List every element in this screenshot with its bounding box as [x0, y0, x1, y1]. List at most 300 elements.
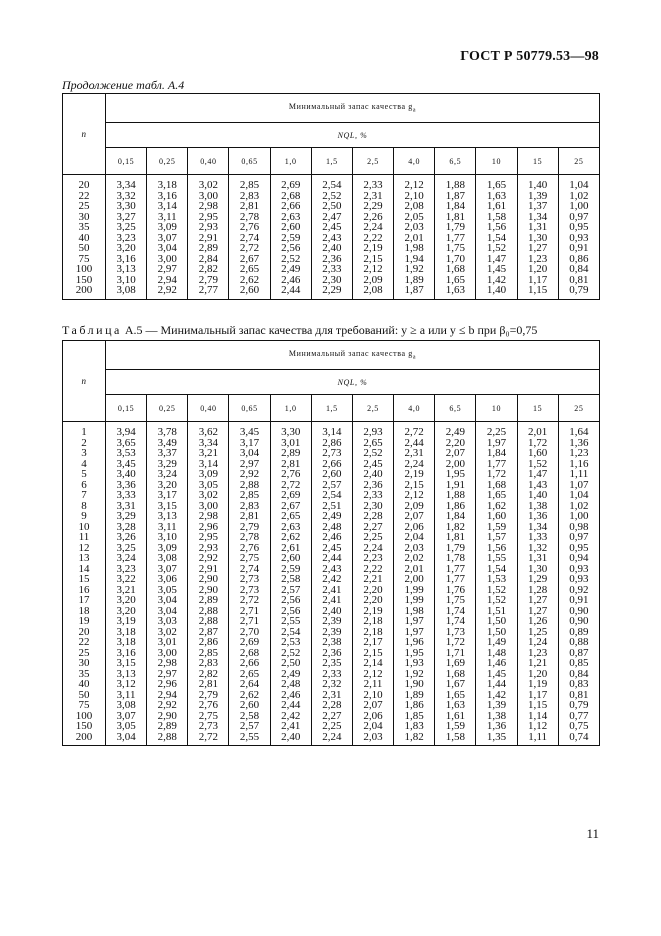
value-cell: 1,70	[435, 254, 476, 265]
value-cell: 1,26	[517, 616, 558, 627]
value-cell: 2,57	[229, 721, 270, 732]
value-cell: 1,61	[476, 201, 517, 212]
sample-size-cell: 20	[63, 627, 106, 638]
value-cell: 2,60	[270, 222, 311, 233]
value-cell: 2,45	[311, 543, 352, 554]
value-cell: 2,44	[270, 700, 311, 711]
value-cell: 3,17	[147, 490, 188, 501]
nql-columns-row	[63, 395, 600, 422]
sample-size-cell: 9	[63, 511, 106, 522]
value-cell: 1,83	[394, 721, 435, 732]
value-cell: 3,13	[106, 264, 147, 275]
sample-size-cell: 16	[63, 585, 106, 596]
value-cell: 1,87	[394, 285, 435, 299]
value-cell: 1,40	[517, 490, 558, 501]
value-cell: 0,98	[558, 522, 599, 533]
value-cell: 2,12	[352, 669, 393, 680]
nql-column-header: 1,0	[270, 395, 311, 422]
value-cell: 1,57	[476, 532, 517, 543]
value-cell: 2,60	[229, 700, 270, 711]
value-cell: 2,49	[270, 264, 311, 275]
value-cell: 2,32	[311, 679, 352, 690]
value-cell: 2,19	[352, 243, 393, 254]
sample-size-cell: 7	[63, 490, 106, 501]
value-cell: 2,19	[394, 469, 435, 480]
value-cell: 2,40	[270, 732, 311, 746]
value-cell: 2,10	[352, 690, 393, 701]
value-cell: 2,24	[394, 459, 435, 470]
value-cell: 3,13	[147, 511, 188, 522]
value-cell: 0,90	[558, 606, 599, 617]
table-row	[63, 264, 600, 275]
value-cell: 1,39	[517, 191, 558, 202]
value-cell: 3,20	[106, 243, 147, 254]
value-cell: 2,35	[311, 658, 352, 669]
sample-size-cell: 1	[63, 422, 106, 438]
value-cell: 1,63	[435, 285, 476, 299]
value-cell: 0,79	[558, 700, 599, 711]
value-cell: 1,02	[558, 501, 599, 512]
value-cell: 2,09	[394, 501, 435, 512]
value-cell: 2,78	[229, 532, 270, 543]
value-cell: 1,20	[517, 669, 558, 680]
value-cell: 1,86	[435, 501, 476, 512]
sample-size-cell: 200	[63, 285, 106, 299]
value-cell: 0,95	[558, 543, 599, 554]
value-cell: 2,55	[229, 732, 270, 746]
nql-column-header: 6,5	[435, 148, 476, 175]
value-cell: 1,65	[435, 275, 476, 286]
value-cell: 3,13	[106, 669, 147, 680]
value-cell: 2,81	[188, 679, 229, 690]
value-cell: 2,52	[311, 191, 352, 202]
sample-size-cell: 20	[63, 175, 106, 191]
value-cell: 1,11	[558, 469, 599, 480]
value-cell: 1,27	[517, 243, 558, 254]
value-cell: 2,75	[188, 711, 229, 722]
value-cell: 1,34	[517, 212, 558, 223]
sample-size-cell: 75	[63, 254, 106, 265]
value-cell: 1,98	[394, 606, 435, 617]
value-cell: 2,91	[188, 564, 229, 575]
value-cell: 2,04	[394, 532, 435, 543]
value-cell: 3,21	[188, 448, 229, 459]
value-cell: 1,92	[394, 264, 435, 275]
value-cell: 3,09	[188, 469, 229, 480]
value-cell: 1,21	[517, 658, 558, 669]
value-cell: 2,12	[394, 175, 435, 191]
value-cell: 1,38	[476, 711, 517, 722]
sample-size-cell: 150	[63, 721, 106, 732]
value-cell: 2,01	[517, 422, 558, 438]
value-cell: 2,71	[229, 616, 270, 627]
value-cell: 3,01	[270, 438, 311, 449]
value-cell: 2,89	[270, 448, 311, 459]
value-cell: 2,39	[311, 627, 352, 638]
value-cell: 2,83	[229, 501, 270, 512]
value-cell: 1,61	[435, 711, 476, 722]
value-cell: 0,93	[558, 574, 599, 585]
value-cell: 1,81	[435, 532, 476, 543]
value-cell: 2,27	[352, 522, 393, 533]
value-cell: 2,18	[352, 616, 393, 627]
n-header: n	[63, 341, 106, 422]
value-cell: 2,33	[352, 175, 393, 191]
value-cell: 1,07	[558, 480, 599, 491]
value-cell: 2,19	[352, 606, 393, 617]
sample-size-cell: 15	[63, 574, 106, 585]
nql-column-header: 10	[476, 395, 517, 422]
value-cell: 2,20	[435, 438, 476, 449]
value-cell: 1,73	[435, 627, 476, 638]
value-cell: 1,27	[517, 595, 558, 606]
value-cell: 2,78	[229, 212, 270, 223]
value-cell: 3,31	[106, 501, 147, 512]
value-cell: 2,97	[147, 264, 188, 275]
value-cell: 1,43	[517, 480, 558, 491]
sample-size-cell: 100	[63, 264, 106, 275]
value-cell: 3,18	[147, 175, 188, 191]
nql-column-header: 0,15	[106, 395, 147, 422]
value-cell: 1,65	[476, 490, 517, 501]
table2-caption	[62, 323, 537, 338]
sample-size-cell: 22	[63, 191, 106, 202]
value-cell: 1,55	[476, 553, 517, 564]
value-cell: 2,24	[352, 222, 393, 233]
value-cell: 0,84	[558, 264, 599, 275]
value-cell: 2,66	[229, 658, 270, 669]
value-cell: 2,33	[352, 490, 393, 501]
value-cell: 3,62	[188, 422, 229, 438]
value-cell: 1,17	[517, 275, 558, 286]
value-cell: 2,96	[188, 522, 229, 533]
nql-column-header: 0,65	[229, 395, 270, 422]
value-cell: 2,85	[229, 490, 270, 501]
value-cell: 1,45	[476, 264, 517, 275]
value-cell: 2,64	[229, 679, 270, 690]
value-cell: 0,87	[558, 648, 599, 659]
value-cell: 1,63	[435, 700, 476, 711]
value-cell: 1,36	[558, 438, 599, 449]
value-cell: 2,01	[394, 564, 435, 575]
value-cell: 3,02	[188, 490, 229, 501]
value-cell: 0,86	[558, 254, 599, 265]
value-cell: 2,44	[270, 285, 311, 299]
value-cell: 2,42	[311, 574, 352, 585]
value-cell: 3,11	[147, 212, 188, 223]
value-cell: 2,18	[352, 627, 393, 638]
value-cell: 1,90	[394, 679, 435, 690]
value-cell: 2,76	[188, 700, 229, 711]
value-cell: 3,04	[147, 606, 188, 617]
table-row	[63, 222, 600, 233]
value-cell: 3,20	[147, 480, 188, 491]
value-cell: 2,68	[229, 648, 270, 659]
value-cell: 1,54	[476, 233, 517, 244]
table-row	[63, 595, 600, 606]
value-cell: 2,31	[394, 448, 435, 459]
value-cell: 2,63	[270, 522, 311, 533]
value-cell: 2,98	[188, 201, 229, 212]
value-cell: 2,79	[229, 522, 270, 533]
value-cell: 2,30	[311, 275, 352, 286]
value-cell: 1,53	[476, 574, 517, 585]
nql-column-header: 1,5	[311, 395, 352, 422]
value-cell: 2,79	[188, 690, 229, 701]
value-cell: 2,40	[352, 469, 393, 480]
value-cell: 3,14	[147, 201, 188, 212]
value-cell: 2,75	[229, 553, 270, 564]
value-cell: 2,03	[394, 543, 435, 554]
value-cell: 3,04	[147, 243, 188, 254]
value-cell: 3,29	[147, 459, 188, 470]
value-cell: 2,25	[352, 532, 393, 543]
value-cell: 1,19	[517, 679, 558, 690]
value-cell: 3,49	[147, 438, 188, 449]
value-cell: 3,25	[106, 222, 147, 233]
value-cell: 2,74	[229, 564, 270, 575]
value-cell: 2,49	[435, 422, 476, 438]
value-cell: 2,07	[435, 448, 476, 459]
sample-size-cell: 22	[63, 637, 106, 648]
sample-size-cell: 8	[63, 501, 106, 512]
group-header: Минимальный запас качества $g_a$	[106, 341, 600, 370]
value-cell: 1,79	[435, 222, 476, 233]
value-cell: 2,94	[147, 275, 188, 286]
value-cell: 3,24	[147, 469, 188, 480]
value-cell: 1,69	[435, 658, 476, 669]
value-cell: 2,98	[188, 511, 229, 522]
value-cell: 1,86	[394, 700, 435, 711]
value-cell: 1,62	[476, 501, 517, 512]
value-cell: 2,72	[188, 732, 229, 746]
value-cell: 0,97	[558, 212, 599, 223]
value-cell: 2,44	[394, 438, 435, 449]
value-cell: 0,91	[558, 243, 599, 254]
value-cell: 1,84	[435, 201, 476, 212]
value-cell: 2,03	[394, 222, 435, 233]
value-cell: 2,53	[270, 637, 311, 648]
value-cell: 0,88	[558, 637, 599, 648]
value-cell: 1,40	[517, 175, 558, 191]
value-cell: 3,04	[229, 448, 270, 459]
value-cell: 1,92	[394, 669, 435, 680]
value-cell: 2,02	[394, 553, 435, 564]
value-cell: 1,87	[435, 191, 476, 202]
value-cell: 2,00	[394, 574, 435, 585]
value-cell: 3,34	[106, 175, 147, 191]
value-cell: 2,67	[229, 254, 270, 265]
value-cell: 1,14	[517, 711, 558, 722]
value-cell: 0,85	[558, 658, 599, 669]
value-cell: 2,21	[352, 574, 393, 585]
value-cell: 2,24	[311, 732, 352, 746]
value-cell: 2,28	[352, 511, 393, 522]
value-cell: 2,54	[311, 175, 352, 191]
table-body	[63, 175, 600, 300]
value-cell: 1,46	[476, 658, 517, 669]
value-cell: 2,38	[311, 637, 352, 648]
value-cell: 1,85	[394, 711, 435, 722]
value-cell: 2,29	[352, 201, 393, 212]
value-cell: 3,07	[147, 564, 188, 575]
value-cell: 2,12	[394, 490, 435, 501]
value-cell: 2,97	[147, 669, 188, 680]
value-cell: 0,75	[558, 721, 599, 732]
value-cell: 3,24	[106, 553, 147, 564]
document-id: ГОСТ Р 50779.53—98	[460, 49, 599, 64]
value-cell: 1,37	[517, 201, 558, 212]
value-cell: 1,72	[435, 637, 476, 648]
value-cell: 0,79	[558, 285, 599, 299]
nql-column-header: 25	[558, 148, 599, 175]
value-cell: 2,62	[229, 690, 270, 701]
value-cell: 1,33	[517, 532, 558, 543]
value-cell: 2,20	[352, 595, 393, 606]
value-cell: 1,27	[517, 606, 558, 617]
table-row	[63, 679, 600, 690]
sample-size-cell: 10	[63, 522, 106, 533]
value-cell: 2,81	[229, 201, 270, 212]
table2-caption-text: А.5 — Минимальный запас качества для требований: y ≥ a или y ≤ b при β₀=0,75	[124, 323, 538, 337]
value-cell: 1,95	[394, 648, 435, 659]
value-cell: 3,15	[106, 658, 147, 669]
table-row	[63, 243, 600, 254]
value-cell: 2,31	[352, 191, 393, 202]
value-cell: 1,35	[476, 732, 517, 746]
value-cell: 2,89	[147, 721, 188, 732]
value-cell: 2,66	[311, 459, 352, 470]
value-cell: 2,26	[352, 212, 393, 223]
value-cell: 2,89	[188, 595, 229, 606]
table-body	[63, 422, 600, 746]
sample-size-cell: 11	[63, 532, 106, 543]
value-cell: 2,69	[270, 490, 311, 501]
value-cell: 2,97	[229, 459, 270, 470]
value-cell: 1,82	[394, 732, 435, 746]
value-cell: 0,84	[558, 669, 599, 680]
value-cell: 0,81	[558, 690, 599, 701]
value-cell: 3,11	[106, 690, 147, 701]
value-cell: 2,36	[311, 254, 352, 265]
value-cell: 2,88	[229, 480, 270, 491]
value-cell: 2,39	[311, 616, 352, 627]
table-row	[63, 532, 600, 543]
value-cell: 2,92	[147, 285, 188, 299]
value-cell: 1,97	[394, 616, 435, 627]
value-cell: 1,68	[435, 264, 476, 275]
value-cell: 1,42	[476, 690, 517, 701]
value-cell: 1,15	[517, 700, 558, 711]
value-cell: 1,81	[435, 212, 476, 223]
value-cell: 1,79	[435, 543, 476, 554]
value-cell: 3,03	[147, 616, 188, 627]
value-cell: 3,10	[106, 275, 147, 286]
value-cell: 2,84	[188, 254, 229, 265]
table-row	[63, 721, 600, 732]
value-cell: 2,68	[270, 191, 311, 202]
value-cell: 1,34	[517, 522, 558, 533]
nql-column-header: 0,15	[106, 148, 147, 175]
value-cell: 1,23	[558, 448, 599, 459]
value-cell: 2,09	[352, 275, 393, 286]
value-cell: 1,56	[476, 543, 517, 554]
value-cell: 2,49	[270, 669, 311, 680]
value-cell: 3,09	[147, 543, 188, 554]
value-cell: 1,82	[435, 522, 476, 533]
value-cell: 3,65	[106, 438, 147, 449]
value-cell: 2,60	[311, 469, 352, 480]
value-cell: 2,90	[188, 585, 229, 596]
table-row	[63, 511, 600, 522]
nql-column-header: 0,40	[188, 395, 229, 422]
value-cell: 3,53	[106, 448, 147, 459]
value-cell: 2,60	[270, 553, 311, 564]
value-cell: 1,56	[476, 222, 517, 233]
sample-size-cell: 3	[63, 448, 106, 459]
value-cell: 1,84	[476, 448, 517, 459]
value-cell: 2,58	[270, 574, 311, 585]
value-cell: 0,97	[558, 532, 599, 543]
table-row	[63, 616, 600, 627]
nql-column-header: 1,5	[311, 148, 352, 175]
value-cell: 3,17	[229, 438, 270, 449]
value-cell: 1,23	[517, 254, 558, 265]
value-cell: 2,45	[352, 459, 393, 470]
value-cell: 1,65	[435, 690, 476, 701]
value-cell: 2,73	[229, 585, 270, 596]
value-cell: 1,89	[394, 690, 435, 701]
value-cell: 1,67	[435, 679, 476, 690]
value-cell: 3,02	[188, 175, 229, 191]
value-cell: 1,24	[517, 637, 558, 648]
value-cell: 2,61	[270, 543, 311, 554]
value-cell: 3,00	[147, 254, 188, 265]
value-cell: 2,92	[188, 553, 229, 564]
value-cell: 1,58	[435, 732, 476, 746]
value-cell: 2,43	[311, 233, 352, 244]
value-cell: 2,69	[270, 175, 311, 191]
value-cell: 3,05	[106, 721, 147, 732]
value-cell: 3,15	[147, 501, 188, 512]
nql-column-header: 2,5	[352, 148, 393, 175]
value-cell: 3,78	[147, 422, 188, 438]
value-cell: 2,65	[229, 669, 270, 680]
value-cell: 2,14	[352, 658, 393, 669]
value-cell: 2,36	[311, 648, 352, 659]
value-cell: 2,62	[270, 532, 311, 543]
value-cell: 1,75	[435, 595, 476, 606]
nql-column-header: 4,0	[394, 148, 435, 175]
value-cell: 1,15	[517, 285, 558, 299]
value-cell: 3,14	[311, 422, 352, 438]
value-cell: 2,88	[188, 606, 229, 617]
table-row	[63, 490, 600, 501]
value-cell: 1,96	[394, 637, 435, 648]
n-header: n	[63, 94, 106, 175]
value-cell: 2,58	[229, 711, 270, 722]
value-cell: 2,83	[188, 658, 229, 669]
table-row	[63, 732, 600, 746]
value-cell: 2,31	[311, 690, 352, 701]
value-cell: 2,88	[188, 616, 229, 627]
value-cell: 2,33	[311, 669, 352, 680]
value-cell: 1,97	[476, 438, 517, 449]
value-cell: 1,23	[517, 648, 558, 659]
value-cell: 2,57	[270, 585, 311, 596]
value-cell: 1,29	[517, 574, 558, 585]
value-cell: 2,41	[311, 585, 352, 596]
